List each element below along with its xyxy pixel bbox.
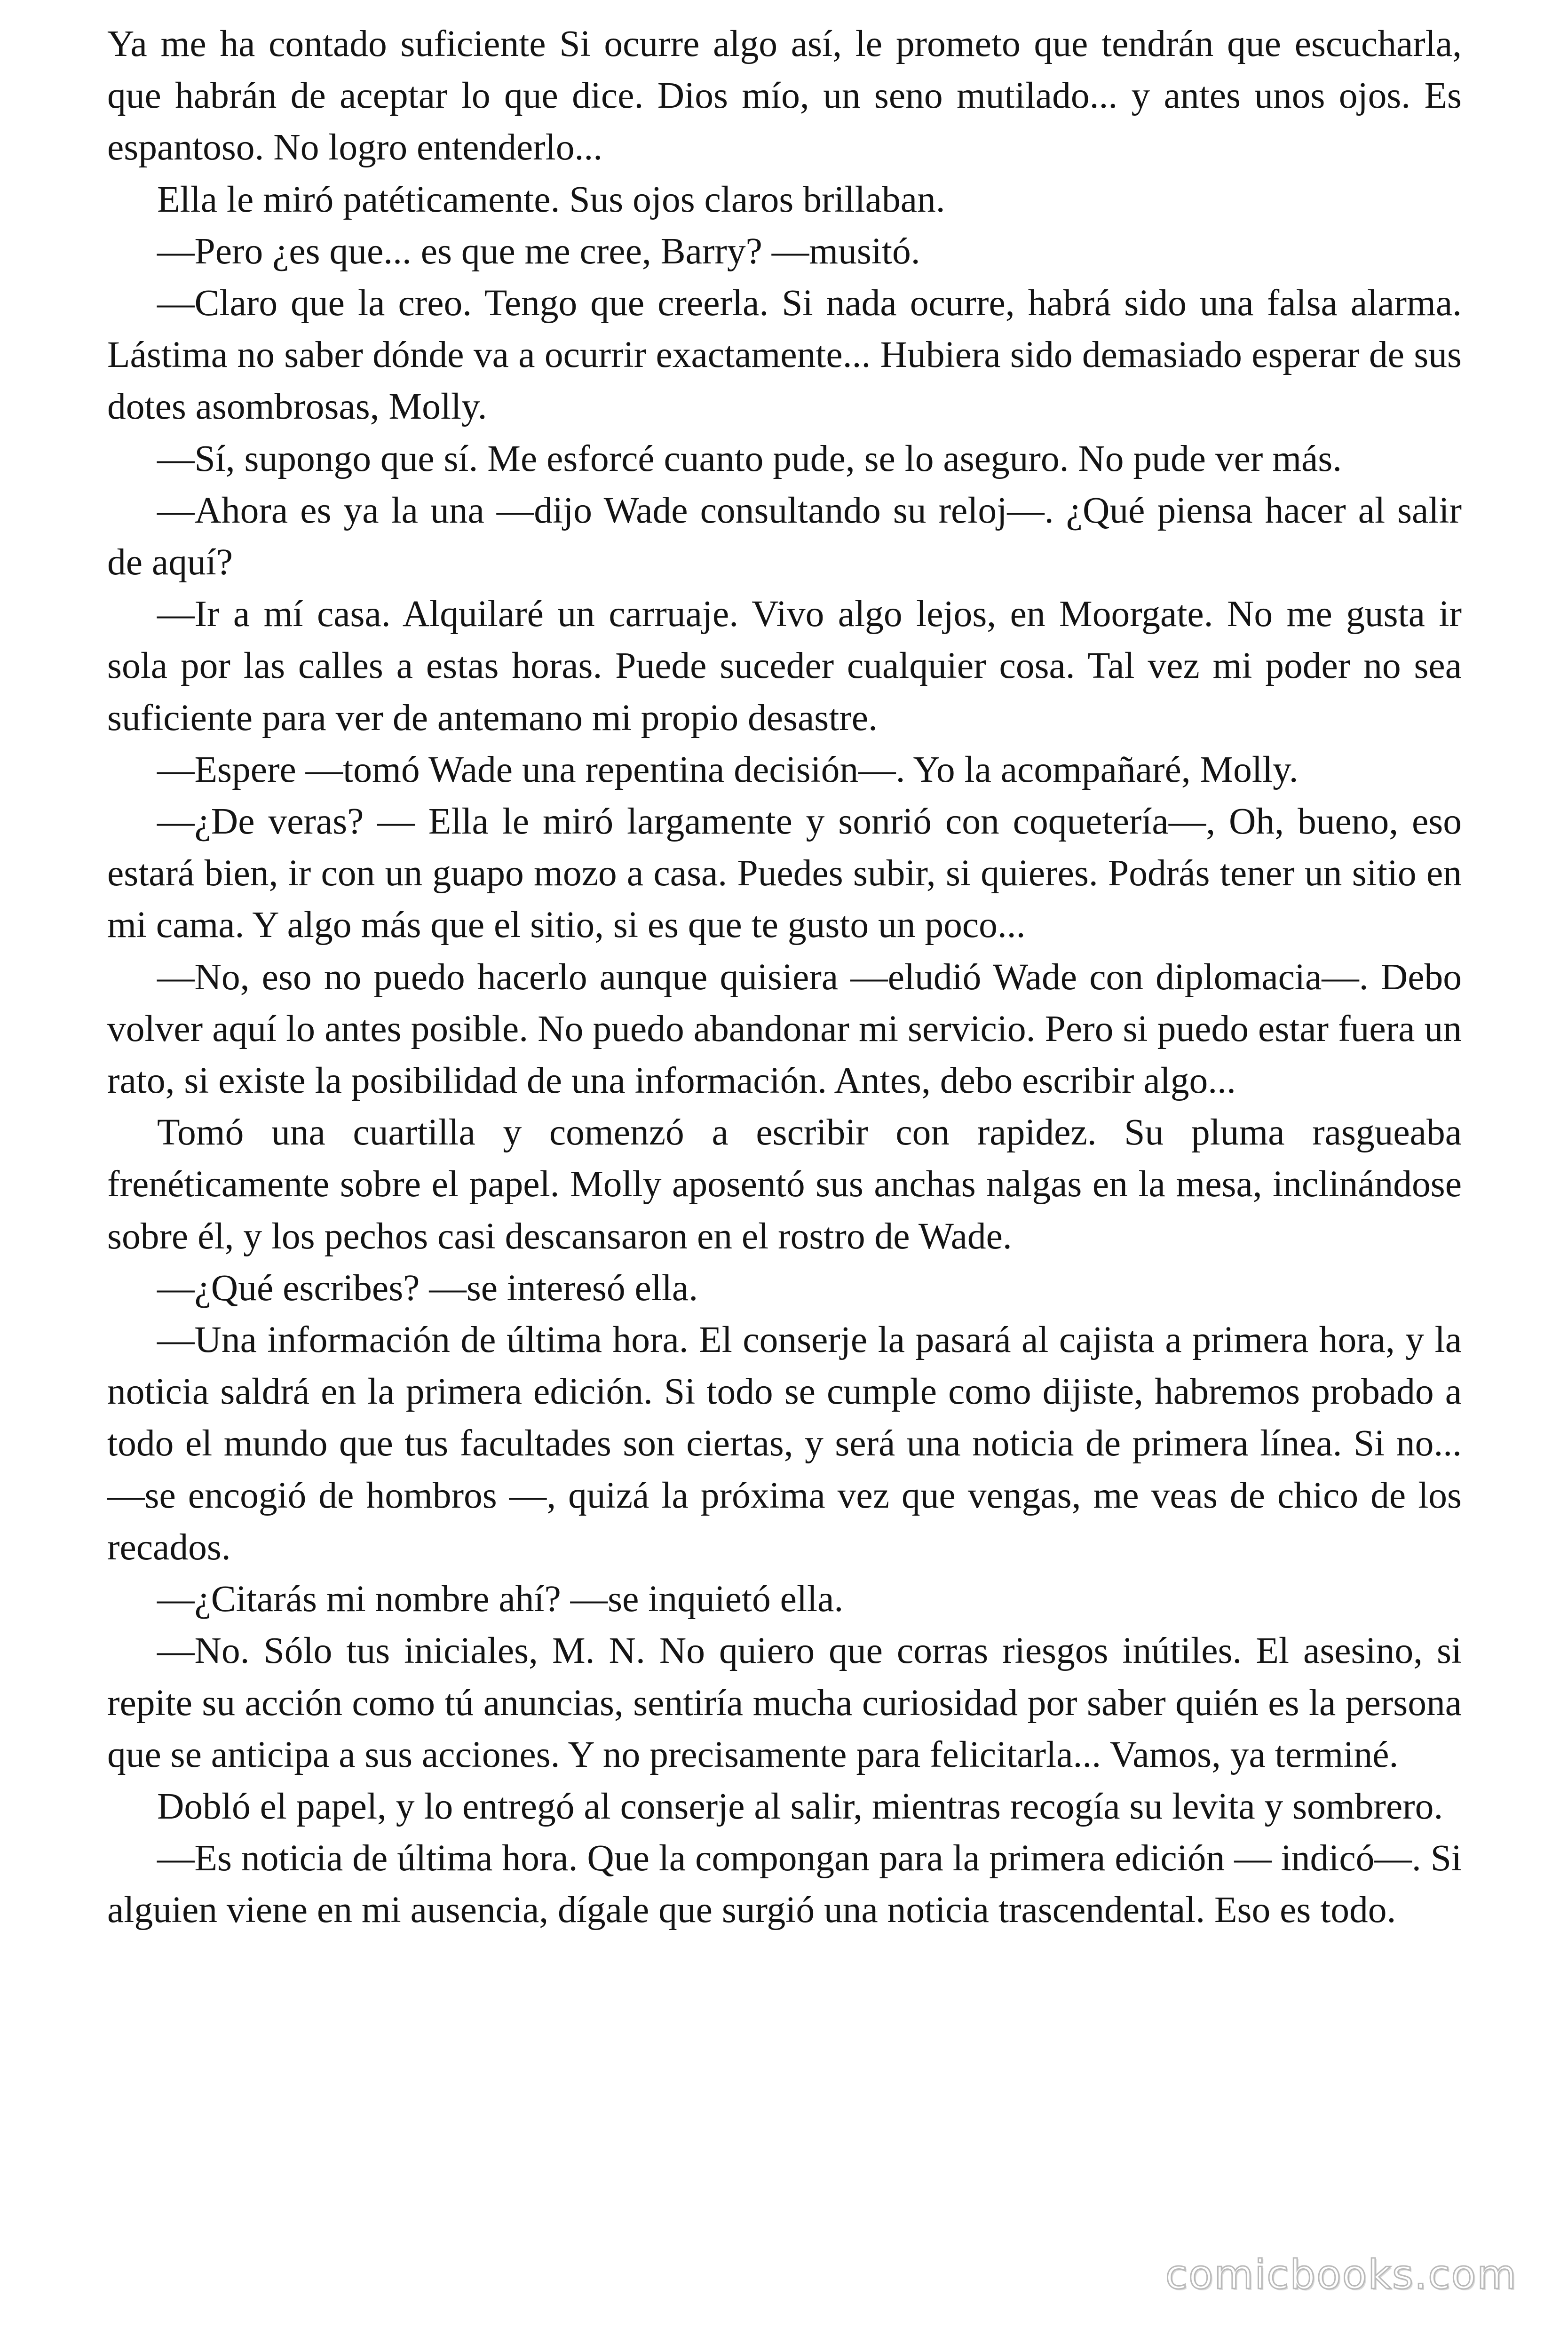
- paragraph: —Es noticia de última hora. Que la compongan para la primera edición — indicó—. Si alguien viene en mi ausencia, dígale que surgió una noticia trascendental. Eso es todo.: [107, 1837, 1462, 1931]
- paragraph: —No, eso no puedo hacerlo aunque quisiera —eludió Wade con diplomacia—. Debo volver aquí lo antes posible. No puedo abandonar mi servicio. Pero si puedo estar fuera un rato, si existe la posibilidad de una información. Antes, debo escribir algo...: [107, 956, 1462, 1102]
- watermark: comicbooks.com: [1165, 2251, 1517, 2298]
- paragraph: —Ir a mí casa. Alquilaré un carruaje. Vivo algo lejos, en Moorgate. No me gusta ir sola por las calles a estas horas. Puede suceder cualquier cosa. Tal vez mi poder no sea suficiente para ver de antemano mi propio desastre.: [107, 593, 1462, 739]
- paragraph: —¿De veras? — Ella le miró largamente y sonrió con coquetería—, Oh, bueno, eso estará bien, ir con un guapo mozo a casa. Puedes subir, si quieres. Podrás tener un sitio en mi cama. Y algo más que el sitio, si es que te gusto un poco...: [107, 801, 1462, 946]
- paragraph: Tomó una cuartilla y comenzó a escribir con rapidez. Su pluma rasgueaba frenéticamente sobre el papel. Molly aposentó sus anchas nalgas en la mesa, inclinándose sobre él, y los pechos casi descansaron en el rostro de Wade.: [107, 1112, 1462, 1257]
- paragraph: —¿Qué escribes? —se interesó ella.: [157, 1267, 698, 1309]
- paragraph: —¿Citarás mi nombre ahí? —se inquietó ella.: [157, 1578, 844, 1620]
- paragraph: —Ahora es ya la una —dijo Wade consultando su reloj—. ¿Qué piensa hacer al salir de aquí?: [107, 489, 1462, 583]
- paragraph: —Una información de última hora. El conserje la pasará al cajista a primera hora, y la noticia saldrá en la primera edición. Si todo se cumple como dijiste, habremos probado a todo el mundo que tus facultades son ciertas, y será una noticia de primera línea. Si no... —se encogió de hombros —, quizá la próxima vez que vengas, me veas de chico de los recados.: [107, 1319, 1462, 1568]
- page-text: [107, 18, 1462, 1936]
- paragraph: Ya me ha contado suficiente Si ocurre algo así, le prometo que tendrán que escucharla, que habrán de aceptar lo que dice. Dios mío, un seno mutilado... y antes unos ojos. Es espantoso. No logro entenderlo...: [107, 23, 1462, 168]
- paragraph: —Claro que la creo. Tengo que creerla. Si nada ocurre, habrá sido una falsa alarma. Lástima no saber dónde va a ocurrir exactamente... Hubiera sido demasiado esperar de sus dotes asombrosas, Molly.: [107, 282, 1462, 428]
- paragraph: —Pero ¿es que... es que me cree, Barry? —musitó.: [157, 230, 920, 272]
- paragraph: —Sí, supongo que sí. Me esforcé cuanto pude, se lo aseguro. No pude ver más.: [157, 437, 1342, 479]
- paragraph: Dobló el papel, y lo entregó al conserje al salir, mientras recogía su levita y sombrero.: [157, 1785, 1443, 1827]
- paragraph: Ella le miró patéticamente. Sus ojos claros brillaban.: [157, 178, 945, 220]
- paragraph: —No. Sólo tus iniciales, M. N. No quiero que corras riesgos inútiles. El asesino, si repite su acción como tú anuncias, sentiría mucha curiosidad por saber quién es la persona que se anticipa a sus acciones. Y no precisamente para felicitarla... Vamos, ya terminé.: [107, 1630, 1462, 1775]
- paragraph: —Espere —tomó Wade una repentina decisión—. Yo la acompañaré, Molly.: [157, 748, 1299, 790]
